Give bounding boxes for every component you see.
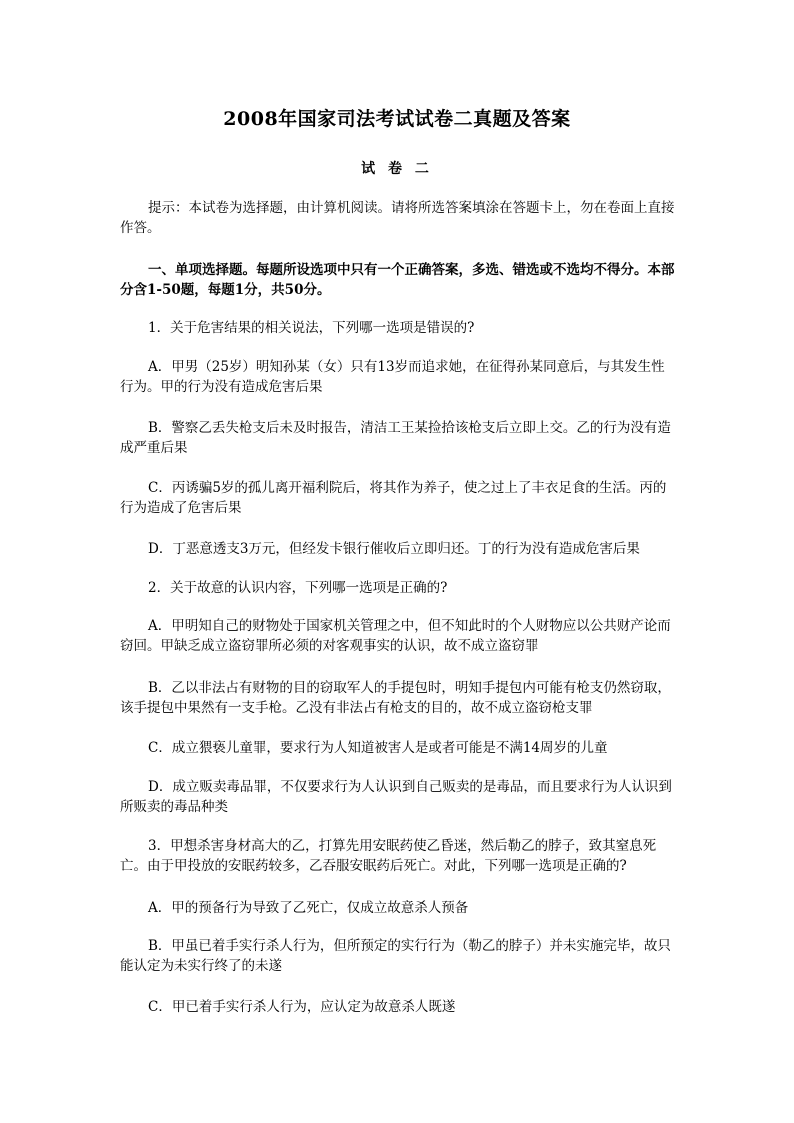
section-header: 一、单项选择题。每题所设选项中只有一个正确答案，多选、错选或不选均不得分。本部分含1-50题，每题1分，共50分。 — [120, 262, 675, 298]
question-3-option-b: B．甲虽已着手实行杀人行为，但所预定的实行行为（勒乙的脖子）并未实施完毕，故只能认定为未实行终了的未遂 — [120, 938, 671, 974]
question-3-option-a: A．甲的预备行为导致了乙死亡，仅成立故意杀人预备 — [148, 900, 469, 916]
question-2-option-a: A．甲明知自己的财物处于国家机关管理之中，但不知此时的个人财物应以公共财产论而窃回。甲缺乏成立盗窃罪所必须的对客观事实的认识，故不成立盗窃罪 — [120, 618, 671, 654]
question-1-option-c: C．丙诱骗5岁的孤儿离开福利院后，将其作为养子，使之过上了丰衣足食的生活。丙的行为造成了危害后果 — [120, 480, 667, 516]
question-2-option-c: C．成立猥亵儿童罪，要求行为人知道被害人是或者可能是不满14周岁的儿童 — [148, 740, 608, 756]
question-2-stem: 2．关于故意的认识内容，下列哪一选项是正确的? — [148, 580, 448, 596]
question-1-option-b: B．警察乙丢失枪支后未及时报告，清洁工王某捡拾该枪支后立即上交。乙的行为没有造成严重后果 — [120, 420, 671, 456]
question-1-option-a: A．甲男（25岁）明知孙某（女）只有13岁而追求她，在征得孙某同意后，与其发生性行为。甲的行为没有造成危害后果 — [120, 359, 665, 395]
question-3-option-c: C．甲已着手实行杀人行为，应认定为故意杀人既遂 — [148, 999, 456, 1015]
document-title: 2008年国家司法考试试卷二真题及答案 — [223, 108, 571, 130]
exam-notice: 提示：本试卷为选择题，由计算机阅读。请将所选答案填涂在答题卡上，勿在卷面上直接作答。 — [120, 200, 675, 236]
document-subtitle: 试 卷 二 — [361, 161, 433, 177]
question-2-option-d: D．成立贩卖毒品罪，不仅要求行为人认识到自己贩卖的是毒品，而且要求行为人认识到所贩卖的毒品种类 — [120, 779, 672, 815]
question-3-stem: 3．甲想杀害身材高大的乙，打算先用安眠药使乙昏迷，然后勒乙的脖子，致其窒息死亡。由于甲投放的安眠药较多，乙吞服安眠药后死亡。对此，下列哪一选项是正确的? — [120, 838, 657, 874]
question-1-stem: 1．关于危害结果的相关说法，下列哪一选项是错误的? — [148, 320, 475, 336]
question-1-option-d: D．丁恶意透支3万元，但经发卡银行催收后立即归还。丁的行为没有造成危害后果 — [148, 541, 640, 557]
question-2-option-b: B．乙以非法占有财物的目的窃取军人的手提包时，明知手提包内可能有枪支仍然窃取，该手提包中果然有一支手枪。乙没有非法占有枪支的目的，故不成立盗窃枪支罪 — [120, 680, 671, 716]
